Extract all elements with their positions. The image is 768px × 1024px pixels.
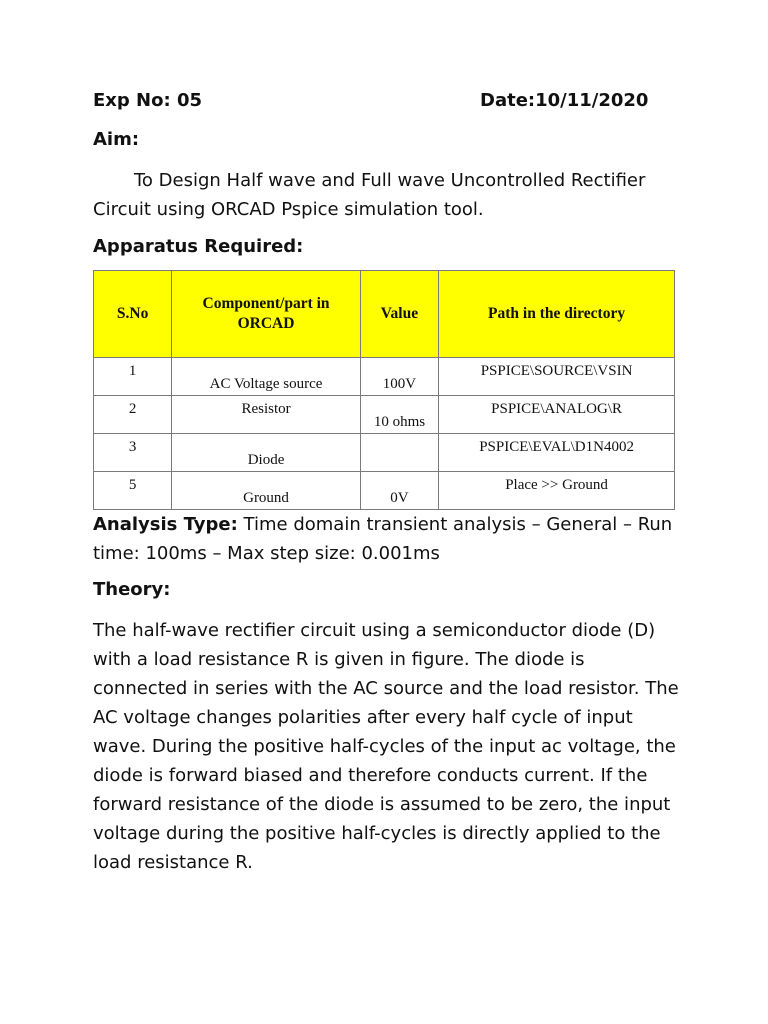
column-header: S.No [94, 271, 172, 358]
table-header-row [94, 271, 675, 358]
theory-heading: Theory: [93, 579, 171, 600]
theory-text: The half-wave rectifier circuit using a semiconductor diode (D) with a load resistance R is given in figure. The diode is connected in series with the AC source and the load resistor. The AC voltage changes polarities after every half cycle of input wave. During the positive half-cycles of the input ac voltage, the diode is forward biased and therefore conducts current. If the forward resistance of the diode is assumed to be zero, the input voltage during the positive half-cycles is directly applied to the load resistance R. [93, 620, 679, 873]
table-cell: 100V [360, 358, 438, 396]
table-cell: 5 [94, 472, 172, 510]
analysis-paragraph [93, 510, 683, 568]
table-cell: Ground [172, 472, 360, 510]
table-row [94, 434, 675, 472]
column-header: Value [360, 271, 438, 358]
apparatus-heading: Apparatus Required: [93, 236, 304, 257]
experiment-number: Exp No: 05 [93, 90, 203, 111]
table-row [94, 396, 675, 434]
table-cell: Diode [172, 434, 360, 472]
table-cell: AC Voltage source [172, 358, 360, 396]
table-cell: 0V [360, 472, 438, 510]
table-cell: 3 [94, 434, 172, 472]
table-cell: Resistor [172, 396, 360, 434]
aim-text: To Design Half wave and Full wave Uncontrolled Rectifier Circuit using ORCAD Pspice simulation tool. [93, 170, 646, 220]
column-header [172, 271, 360, 358]
table-row [94, 358, 675, 396]
experiment-date: Date:10/11/2020 [480, 90, 649, 111]
table-cell [360, 434, 438, 472]
aim-heading: Aim: [93, 129, 140, 150]
table-cell: PSPICE\EVAL\D1N4002 [439, 434, 675, 472]
analysis-text: Time domain transient analysis – General – Run time: 100ms – Max step size: 0.001ms [93, 514, 673, 564]
table-cell: 1 [94, 358, 172, 396]
analysis-label: Analysis Type: [93, 514, 238, 535]
table-row [94, 472, 675, 510]
table-cell: 10 ohms [360, 396, 438, 434]
table-cell: 2 [94, 396, 172, 434]
table-cell: PSPICE\SOURCE\VSIN [439, 358, 675, 396]
column-header-label: Component/part in ORCAD [202, 295, 330, 332]
table-cell: Place >> Ground [439, 472, 675, 510]
column-header: Path in the directory [439, 271, 675, 358]
apparatus-table [93, 270, 675, 510]
table-cell: PSPICE\ANALOG\R [439, 396, 675, 434]
